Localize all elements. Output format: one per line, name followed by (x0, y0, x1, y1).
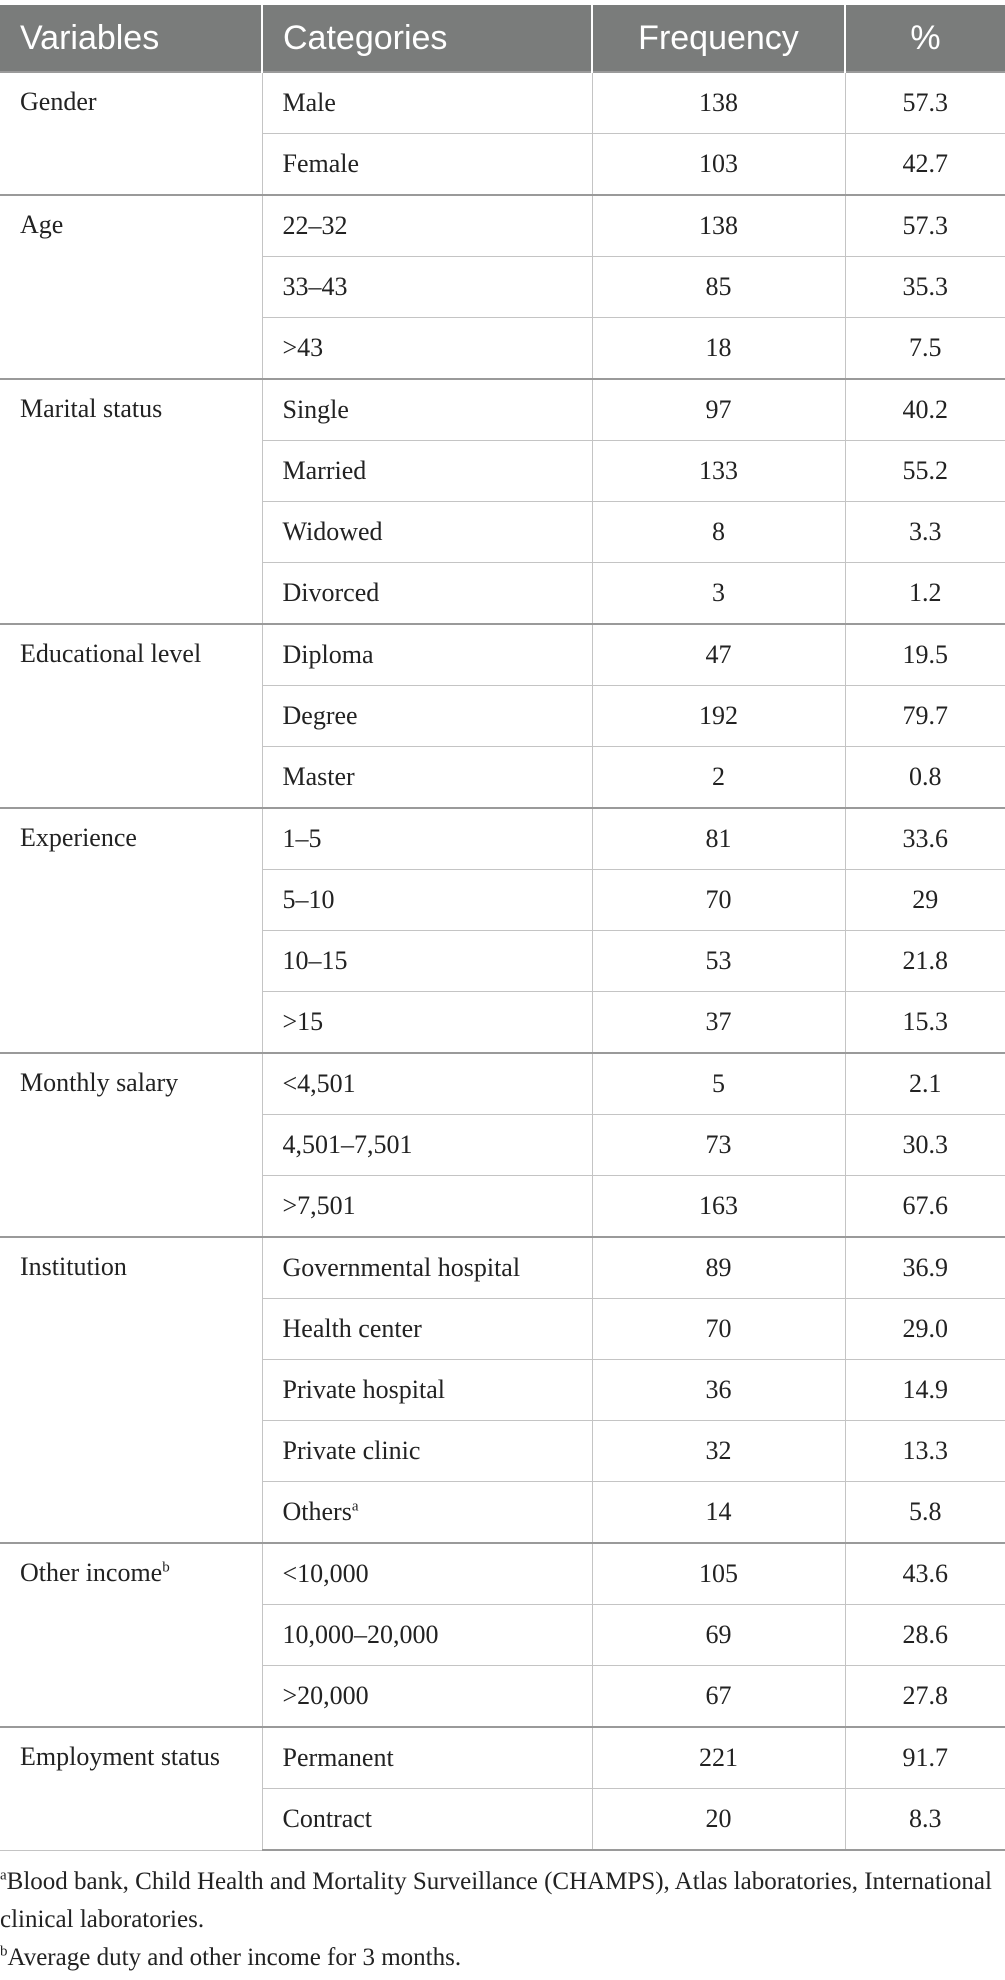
category-cell (262, 931, 592, 992)
category-cell (262, 1237, 592, 1299)
category-label: 1–5 (282, 824, 322, 853)
variable-label: Gender (20, 87, 97, 116)
footnote-b-mark: b (0, 1943, 8, 1960)
category-cell (262, 1421, 592, 1482)
frequency-cell: 5 (592, 1053, 845, 1115)
frequency-cell: 70 (592, 870, 845, 931)
frequency-cell: 18 (592, 318, 845, 380)
variable-label: Educational level (20, 639, 202, 668)
category-cell (262, 624, 592, 686)
category-label: >43 (282, 333, 324, 362)
category-cell (262, 195, 592, 257)
category-cell (262, 1789, 592, 1851)
frequency-cell: 89 (592, 1237, 845, 1299)
category-cell (262, 1176, 592, 1238)
frequency-cell: 163 (592, 1176, 845, 1238)
percent-cell: 0.8 (845, 747, 1005, 809)
category-label: Others (282, 1497, 352, 1526)
category-cell (262, 502, 592, 563)
frequency-cell: 20 (592, 1789, 845, 1851)
category-cell (262, 686, 592, 747)
percent-cell: 57.3 (845, 72, 1005, 134)
table-row (0, 195, 1005, 257)
percent-cell: 55.2 (845, 441, 1005, 502)
category-cell (262, 870, 592, 931)
category-label: Single (282, 395, 349, 424)
category-cell (262, 563, 592, 625)
category-cell (262, 1482, 592, 1544)
percent-cell: 30.3 (845, 1115, 1005, 1176)
variable-cell (0, 379, 262, 624)
frequency-cell: 3 (592, 563, 845, 625)
percent-cell: 29.0 (845, 1299, 1005, 1360)
header-percent: % (845, 5, 1005, 72)
frequency-cell: 138 (592, 72, 845, 134)
category-label: 5–10 (282, 885, 335, 914)
category-label: Contract (282, 1804, 373, 1833)
table-row (0, 72, 1005, 134)
frequency-cell: 103 (592, 134, 845, 196)
category-cell (262, 379, 592, 441)
frequency-cell: 36 (592, 1360, 845, 1421)
frequency-cell: 81 (592, 808, 845, 870)
percent-cell: 91.7 (845, 1727, 1005, 1789)
frequency-cell: 67 (592, 1666, 845, 1728)
frequency-cell: 105 (592, 1543, 845, 1605)
table-row (0, 624, 1005, 686)
variable-cell (0, 1053, 262, 1237)
variable-cell (0, 195, 262, 379)
header-categories: Categories (262, 5, 592, 72)
category-label: Female (282, 149, 360, 178)
percent-cell: 43.6 (845, 1543, 1005, 1605)
frequency-cell: 73 (592, 1115, 845, 1176)
footnote-mark: b (162, 1559, 170, 1576)
footnote-mark: a (351, 1498, 359, 1515)
demographics-table (0, 5, 1005, 1851)
frequency-cell: 32 (592, 1421, 845, 1482)
category-label: Widowed (282, 517, 383, 546)
variable-cell (0, 1543, 262, 1727)
frequency-cell: 192 (592, 686, 845, 747)
category-cell (262, 1360, 592, 1421)
header-row (0, 5, 1005, 72)
table-header (0, 5, 1005, 72)
category-label: 22–32 (282, 211, 348, 240)
category-cell (262, 1299, 592, 1360)
category-cell (262, 747, 592, 809)
footnote-b (0, 1939, 1005, 1977)
variable-cell (0, 808, 262, 1053)
header-variables: Variables (0, 5, 262, 72)
table-row (0, 379, 1005, 441)
header-frequency: Frequency (592, 5, 845, 72)
variable-cell (0, 624, 262, 808)
footnote-a-text: Blood bank, Child Health and Mortality Surveillance (CHAMPS), Atlas laboratories, International clinical laboratories. (0, 1868, 992, 1933)
percent-cell: 2.1 (845, 1053, 1005, 1115)
category-cell (262, 808, 592, 870)
frequency-cell: 53 (592, 931, 845, 992)
category-label: 10–15 (282, 946, 348, 975)
percent-cell: 35.3 (845, 257, 1005, 318)
category-label: Diploma (282, 640, 374, 669)
category-label: >7,501 (282, 1191, 356, 1220)
category-cell (262, 1666, 592, 1728)
category-label: <10,000 (282, 1559, 369, 1588)
variable-label: Experience (20, 823, 137, 852)
percent-cell: 19.5 (845, 624, 1005, 686)
table-container (0, 5, 1005, 1977)
table-row (0, 808, 1005, 870)
category-cell (262, 1115, 592, 1176)
frequency-cell: 69 (592, 1605, 845, 1666)
frequency-cell: 2 (592, 747, 845, 809)
frequency-cell: 138 (592, 195, 845, 257)
percent-cell: 29 (845, 870, 1005, 931)
percent-cell: 33.6 (845, 808, 1005, 870)
percent-cell: 28.6 (845, 1605, 1005, 1666)
variable-label: Age (20, 210, 64, 239)
footnotes (0, 1851, 1005, 1977)
category-label: 4,501–7,501 (282, 1130, 413, 1159)
percent-cell: 1.2 (845, 563, 1005, 625)
variable-label: Institution (20, 1252, 127, 1281)
percent-cell: 42.7 (845, 134, 1005, 196)
category-label: 33–43 (282, 272, 348, 301)
category-label: Male (282, 88, 336, 117)
table-row (0, 1053, 1005, 1115)
table-body (0, 72, 1005, 1850)
percent-cell: 8.3 (845, 1789, 1005, 1851)
frequency-cell: 221 (592, 1727, 845, 1789)
percent-cell: 7.5 (845, 318, 1005, 380)
frequency-cell: 47 (592, 624, 845, 686)
category-label: Health center (282, 1314, 422, 1343)
variable-label: Employment status (20, 1742, 221, 1771)
category-label: Married (282, 456, 367, 485)
category-cell (262, 257, 592, 318)
frequency-cell: 133 (592, 441, 845, 502)
footnote-b-text: Average duty and other income for 3 months. (7, 1944, 462, 1971)
category-cell (262, 1053, 592, 1115)
category-label: >15 (282, 1007, 324, 1036)
variable-label: Other income (20, 1558, 163, 1587)
table-row (0, 1237, 1005, 1299)
variable-cell (0, 1237, 262, 1543)
percent-cell: 40.2 (845, 379, 1005, 441)
category-label: Divorced (282, 578, 380, 607)
variable-cell (0, 1727, 262, 1850)
category-label: 10,000–20,000 (282, 1620, 439, 1649)
variable-label: Marital status (20, 394, 163, 423)
category-cell (262, 318, 592, 380)
variable-label: Monthly salary (20, 1068, 179, 1097)
category-label: Permanent (282, 1743, 394, 1772)
category-cell (262, 72, 592, 134)
frequency-cell: 85 (592, 257, 845, 318)
percent-cell: 21.8 (845, 931, 1005, 992)
category-cell (262, 134, 592, 196)
category-cell (262, 441, 592, 502)
frequency-cell: 14 (592, 1482, 845, 1544)
table-row (0, 1727, 1005, 1789)
percent-cell: 5.8 (845, 1482, 1005, 1544)
category-cell (262, 1543, 592, 1605)
percent-cell: 67.6 (845, 1176, 1005, 1238)
footnote-a-mark: a (0, 1867, 7, 1884)
frequency-cell: 97 (592, 379, 845, 441)
table-row (0, 1543, 1005, 1605)
category-label: Private clinic (282, 1436, 421, 1465)
footnote-a (0, 1863, 1005, 1939)
category-label: >20,000 (282, 1681, 369, 1710)
frequency-cell: 8 (592, 502, 845, 563)
frequency-cell: 70 (592, 1299, 845, 1360)
category-label: Governmental hospital (282, 1253, 521, 1282)
category-label: Private hospital (282, 1375, 445, 1404)
percent-cell: 79.7 (845, 686, 1005, 747)
percent-cell: 14.9 (845, 1360, 1005, 1421)
percent-cell: 27.8 (845, 1666, 1005, 1728)
percent-cell: 15.3 (845, 992, 1005, 1054)
variable-cell (0, 72, 262, 195)
percent-cell: 36.9 (845, 1237, 1005, 1299)
category-cell (262, 1727, 592, 1789)
category-label: Master (282, 762, 355, 791)
category-label: Degree (282, 701, 358, 730)
category-cell (262, 1605, 592, 1666)
percent-cell: 57.3 (845, 195, 1005, 257)
percent-cell: 3.3 (845, 502, 1005, 563)
category-cell (262, 992, 592, 1054)
percent-cell: 13.3 (845, 1421, 1005, 1482)
frequency-cell: 37 (592, 992, 845, 1054)
category-label: <4,501 (282, 1069, 356, 1098)
